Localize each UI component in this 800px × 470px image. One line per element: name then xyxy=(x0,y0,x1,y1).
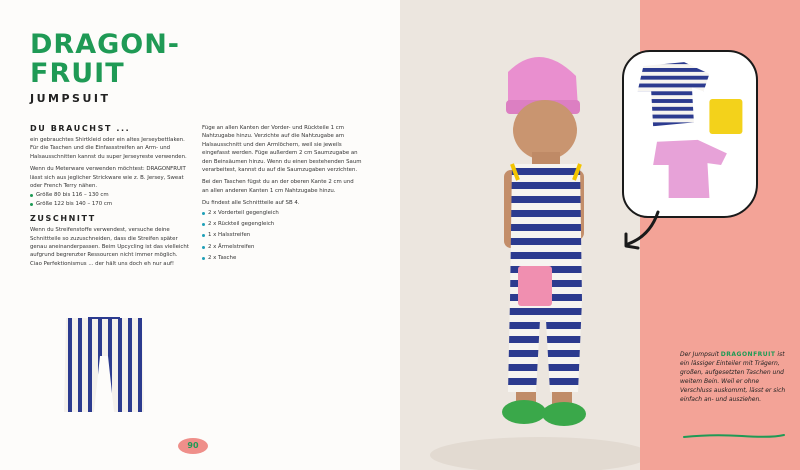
title-line-2: FRUIT xyxy=(30,58,125,89)
title-line-1: DRAGON- xyxy=(30,29,181,60)
cutting-paragraph: Wenn du Streifenstoffe verwendest, versuche deine Schnittteile so zuzuschneiden, dass die Streifen später genau aneinanderpassen. Beim Upcycling ist das vielleicht aufgrund begrenzter Ressourcen nicht immer möglich. Ciao Perfektionismus ... der hält uns doch eh nur auf! xyxy=(30,227,189,267)
materials-paragraph: ein gebrauchtes Shirtkleid oder ein altes Jerseybettlaken. Für die Taschen und die Einfassstreifen an Arm- und Halsausschnitten kannst du super Jerseyreste verwenden. xyxy=(30,137,187,160)
caption-product-name: DRAGONFRUIT xyxy=(720,351,776,358)
pattern-sheet-paragraph: Du findest alle Schnittteile auf SB 4. xyxy=(202,200,300,207)
pattern-piece-item: 1 x Halsstreifen xyxy=(202,231,362,239)
caption-underline xyxy=(682,432,786,440)
size-item: Größe 80 bis 116 – 130 cm xyxy=(30,191,190,199)
page-number: 90 xyxy=(178,438,208,454)
text-column-left xyxy=(30,124,190,272)
page-subtitle: JUMPSUIT xyxy=(30,92,111,105)
flat-jumpsuit-image xyxy=(58,312,150,418)
pattern-piece-item: 2 x Vorderteil gegengleich xyxy=(202,209,362,217)
pattern-piece-item: 2 x Ärmelstreifen xyxy=(202,243,362,251)
size-item: Größe 122 bis 140 – 170 cm xyxy=(30,200,190,208)
seam-allowance-paragraph: Füge an allen Kanten der Vorder- und Rückteile 1 cm Nahtzugabe hinzu. Verzichte auf die Nahtzugabe am Halsausschnitt und den Armlöchern, weil sie jeweils eingefasst werden. Füge außerdem 2 cm Saumzugabe an den Beinsäumen hinzu. Wenn du einen bestehenden Saum verarbeitest, kannst du auf die Saumzugaben verzichten. xyxy=(202,125,362,174)
materials-bubble xyxy=(622,50,758,218)
pocket-paragraph: Bei den Taschen fügst du an der oberen Kante 2 cm und an allen anderen Kanten 1 cm Nahtzugabe hinzu. xyxy=(202,179,354,194)
page-title xyxy=(30,30,180,88)
text-column-right xyxy=(202,124,362,263)
source-garments-image xyxy=(624,52,756,216)
heading-materials: DU BRAUCHST ... xyxy=(30,124,131,133)
yardage-paragraph: Wenn du Meterware verwenden möchtest: DRAGONFRUIT lässt sich aus jeglicher Strickware wie z. B. Jersey, Sweat oder French Terry nähen. xyxy=(30,166,186,190)
caption-pre: Der Jumpsuit xyxy=(680,351,721,358)
pattern-piece-item: 2 x Rückteil gegengleich xyxy=(202,220,362,228)
caption-post: ist ein lässiger Einteiler mit Trägern, großen, aufgesetzten Taschen und weitem Bein. Weil er ohne Verschluss auskommt, lässt er sich einfach an- und ausziehen. xyxy=(680,351,786,403)
arrow-icon xyxy=(620,208,666,254)
photo-caption xyxy=(680,350,792,404)
pattern-piece-item: 2 x Tasche xyxy=(202,254,362,262)
heading-cutting: ZUSCHNITT xyxy=(30,214,96,224)
child-photo xyxy=(400,0,640,470)
